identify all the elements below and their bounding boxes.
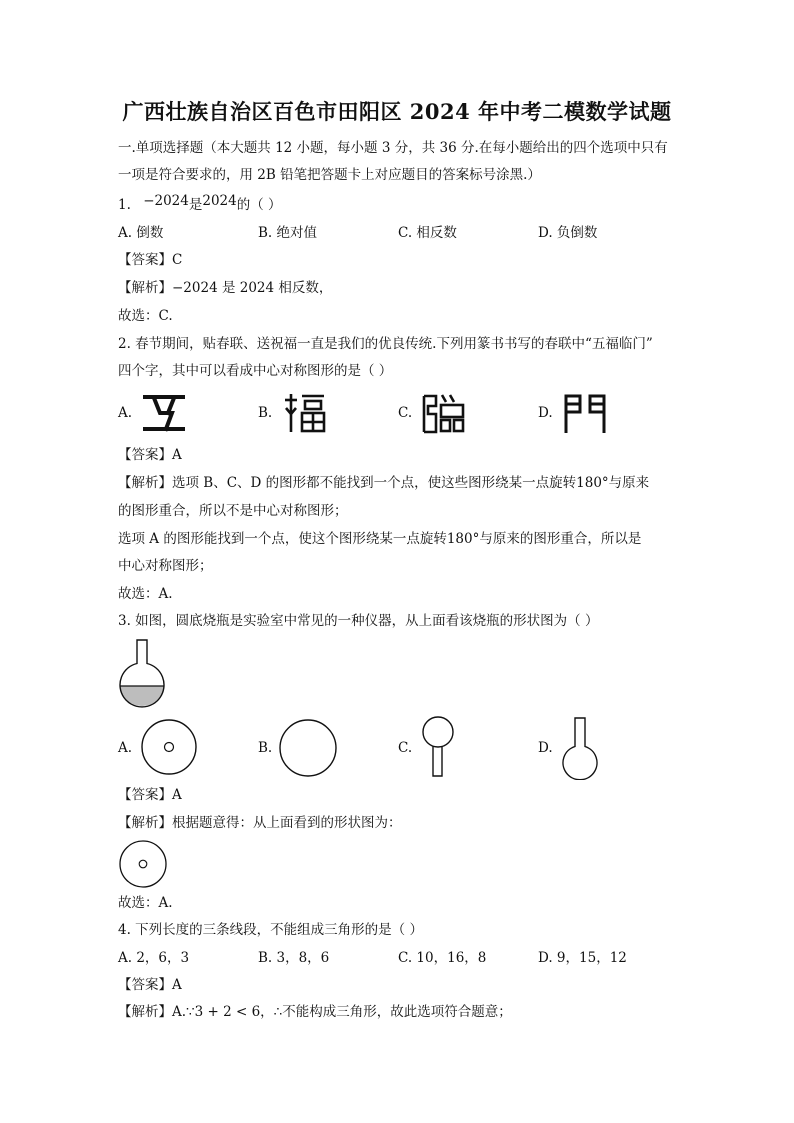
flask-side-outline-icon [560,716,600,780]
q3-stem: 3. 如图，圆底烧瓶是实验室中常见的一种仪器，从上面看该烧瓶的形状图为（ ） [118,613,599,629]
lin-seal-glyph-icon [422,392,466,434]
q3-answer: 【答案】A [118,787,182,803]
q2-option-a-label: A. [118,405,133,421]
q1-connector: 是 [188,197,203,213]
q1-neg-value: −2024 [143,193,189,209]
q2-stem-line-1: 2. 春节期间，贴春联、送祝福一直是我们的优良传统.下列用篆书书写的春联中“五福临门” [118,336,653,352]
q1-choose: 故选：C. [118,308,173,324]
section-heading-line-1: 一.单项选择题（本大题共 12 小题，每小题 3 分，共 36 分.在每小题给出的四个选项中只有 [118,140,668,156]
q2-choose: 故选：A. [118,586,173,602]
page-title: 广西壮族自治区百色市田阳区 2024 年中考二模数学试题 [122,99,672,124]
fu-seal-glyph-icon [283,392,327,434]
q1-value: 2024 [202,193,237,209]
q2-analysis-line-4: 中心对称图形； [118,558,213,574]
q4-analysis: 【解析】A.∵3 + 2 < 6，∴不能构成三角形，故此选项符合题意； [118,1004,512,1020]
q2-option-c-label: C. [398,405,413,421]
plain-circle-icon [278,718,338,778]
q3-option-b-label: B. [258,740,273,756]
circle-with-dot-icon [118,839,170,889]
q1-stem [118,193,282,214]
section-heading-line-2: 一项是符合要求的，用 2B 铅笔把答题卡上对应题目的答案标号涂黑.） [118,167,541,183]
q1-option-b: B. 绝对值 [258,225,318,241]
q2-analysis-line-1: 【解析】选项 B、C、D 的图形都不能找到一个点，使这些图形绕某一点旋转180°与原来 [118,475,650,491]
q3-option-c-label: C. [398,740,413,756]
q4-option-d: D. 9，15，12 [538,950,627,966]
q1-option-c: C. 相反数 [398,225,457,241]
q1-option-a: A. 倒数 [118,225,164,241]
q3-option-a-label: A. [118,740,133,756]
q3-analysis: 【解析】根据题意得：从上面看到的形状图为： [118,815,402,831]
q2-stem-line-2: 四个字，其中可以看成中心对称图形的是（ ） [118,363,393,379]
q3-option-d-label: D. [538,740,553,756]
q1-answer: 【答案】C [118,252,183,268]
q2-analysis-line-3: 选项 A 的图形能找到一个点，使这个图形绕某一点旋转180°与原来的图形重合，所以是 [118,531,642,547]
q2-answer: 【答案】A [118,447,182,463]
q1-tail: 的（ ） [236,197,282,213]
q4-option-b: B. 3，8，6 [258,950,330,966]
q2-option-b-label: B. [258,405,273,421]
q4-option-a: A. 2，6，3 [118,950,190,966]
q1-number: 1. [118,197,131,213]
q2-analysis-line-2: 的图形重合，所以不是中心对称图形； [118,503,348,519]
q1-analysis: 【解析】−2024 是 2024 相反数， [118,280,333,296]
circle-with-stem-below-icon [418,716,458,778]
q4-option-c: C. 10，16，8 [398,950,487,966]
q1-option-d: D. 负倒数 [538,225,598,241]
q4-answer: 【答案】A [118,977,182,993]
round-bottom-flask-icon [118,638,166,710]
wu-seal-glyph-icon [142,393,186,433]
circle-with-dot-icon [140,718,198,776]
q3-choose: 故选：A. [118,895,173,911]
q4-stem: 4. 下列长度的三条线段，不能组成三角形的是（ ） [118,922,423,938]
men-seal-glyph-icon [562,392,608,434]
q2-option-d-label: D. [538,405,553,421]
